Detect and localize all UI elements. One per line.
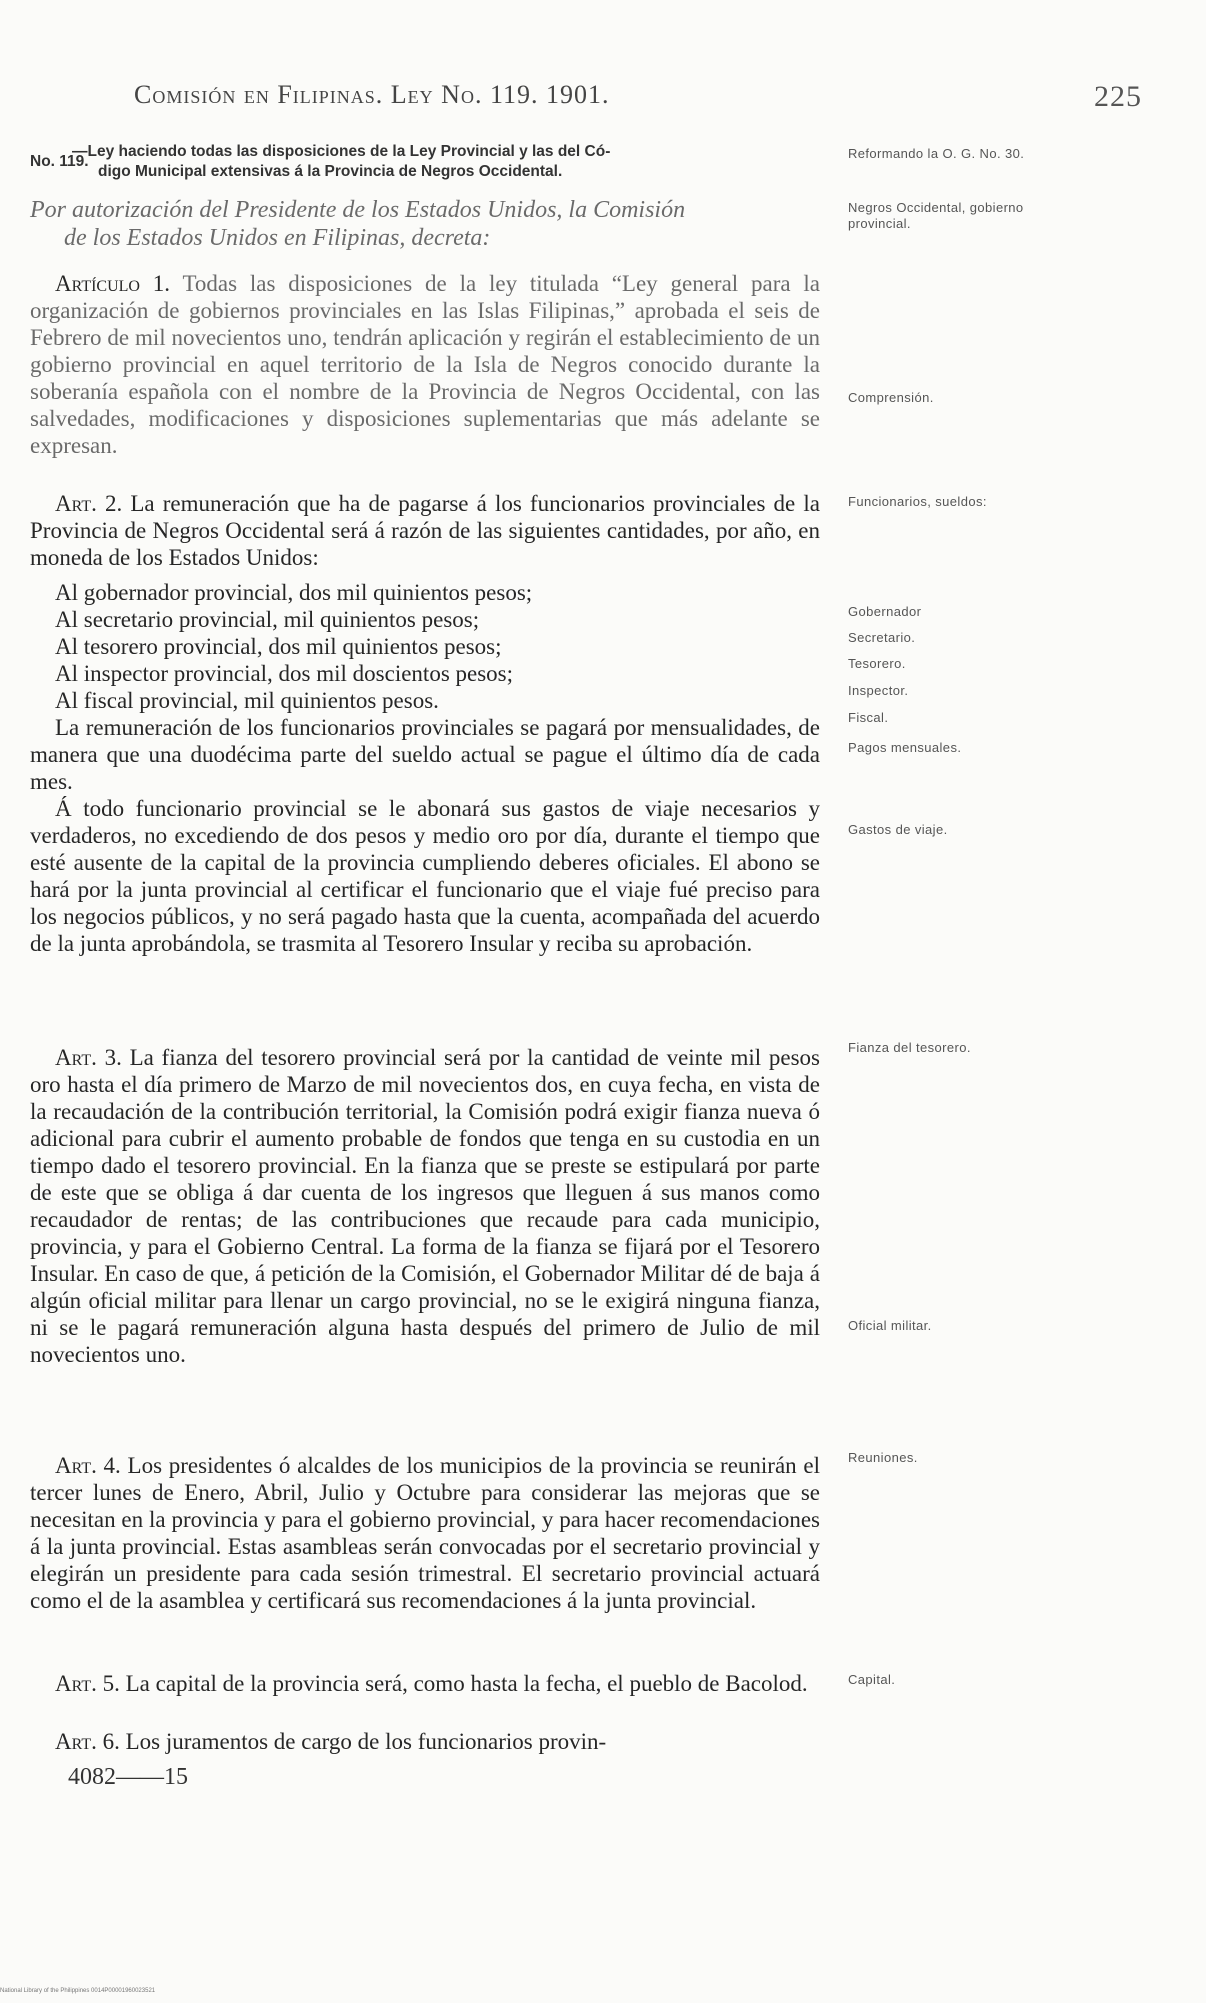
article-6-text: Los juramentos de cargo de los funcionarios provin- — [125, 1729, 607, 1754]
margin-note-secretario: Secretario. — [848, 630, 916, 645]
margin-note-gastos: Gastos de viaje. — [848, 822, 948, 837]
margin-note-amending: Reformando la O. G. No. 30. — [848, 146, 1025, 161]
margin-note-reuniones: Reuniones. — [848, 1450, 918, 1465]
margin-note-comprension: Comprensión. — [848, 390, 934, 405]
page-number: 225 — [1094, 80, 1142, 113]
article-3 — [30, 1044, 820, 1368]
act-number: No. 119. — [30, 153, 89, 170]
salary-governor: Al gobernador provincial, dos mil quinientos pesos; — [55, 580, 533, 605]
article-6-label: Art. 6. — [55, 1729, 120, 1754]
running-title: Comisión en Filipinas. Ley No. 119. 1901. — [134, 80, 610, 109]
article-2-label: Art. 2. — [55, 491, 123, 516]
act-heading — [30, 142, 830, 182]
article-1-label: Artículo 1. — [55, 271, 171, 296]
act-title-line1: —Ley haciendo todas las disposiciones de la Ley Provincial y las del Có- — [72, 143, 611, 160]
salary-secretary: Al secretario provincial, mil quinientos pesos; — [55, 607, 480, 632]
margin-note-fianza: Fianza del tesorero. — [848, 1040, 971, 1055]
margin-note-gobernador: Gobernador — [848, 604, 922, 619]
article-6 — [30, 1728, 820, 1755]
margin-note-negros: Negros Occidental, gobierno provincial. — [848, 200, 1024, 231]
margin-note-fiscal: Fiscal. — [848, 710, 889, 725]
article-3-label: Art. 3. — [55, 1045, 122, 1070]
margin-note-oficial: Oficial militar. — [848, 1318, 932, 1333]
signature-mark: 4082——15 — [68, 1764, 188, 1790]
travel-expenses: Á todo funcionario provincial se le abonará sus gastos de viaje necesarios y verdaderos, no excediendo de dos pesos y medio oro por día, durante el tiempo que esté ausente de la capital de la provincia cumpliendo deberes oficiales. El abono se hará por la junta provincial al certificar el funcionario que el viaje fué preciso para los negocios públicos, y no será pagado hasta que la cuenta, acompañada del acuerdo de la junta aprobándola, se trasmita al Tesorero Insular y reciba su aprobación. — [30, 796, 820, 956]
margin-note-inspector: Inspector. — [848, 683, 909, 698]
margin-note-pagos: Pagos mensuales. — [848, 740, 962, 755]
article-1-text: Todas las disposiciones de la ley titulada “Ley general para la organización de gobiernos provinciales en las Islas Filipinas,” aprobada el seis de Febrero de mil novecientos uno, tendrán aplicación y regirán el establecimiento de un gobierno provincial en aquel territorio de la Isla de Negros conocido durante la soberanía española con el nombre de la Provincia de Negros Occidental, con las salvedades, modificaciones y disposiciones suplementarias que más adelante se expresan. — [30, 271, 821, 458]
salary-treasurer: Al tesorero provincial, dos mil quinientos pesos; — [55, 634, 502, 659]
salary-inspector: Al inspector provincial, dos mil doscientos pesos; — [55, 661, 514, 686]
act-title-line2: digo Municipal extensivas á la Provincia de Negros Occidental. — [98, 163, 563, 180]
margin-note-capital: Capital. — [848, 1672, 896, 1687]
article-4-text: Los presidentes ó alcaldes de los municipios de la provincia se reunirán el tercer lunes de Enero, Abril, Julio y Octubre para considerar las mejoras que se necesitan en la provincia y para el gobierno provincial, y para hacer recomendaciones á la junta provincial. Estas asambleas serán convocadas por el secretario provincial y elegirán un presidente para cada sesión trimestral. El secretario provincial actuará como el de la asamblea y certificará sus recomendaciones á la junta provincial. — [30, 1453, 820, 1613]
article-4-label: Art. 4. — [55, 1453, 121, 1478]
article-5-text: La capital de la provincia será, como hasta la fecha, el pueblo de Bacolod. — [125, 1671, 808, 1696]
article-5-label: Art. 5. — [55, 1671, 120, 1696]
margin-note-funcionarios: Funcionarios, sueldos: — [848, 494, 987, 509]
monthly-pay: La remuneración de los funcionarios provinciales se pagará por mensualidades, de manera que una duodécima parte del sueldo actual se pague el último día de cada mes. — [30, 715, 820, 794]
margin-note-tesorero: Tesorero. — [848, 656, 906, 671]
article-1 — [30, 270, 820, 459]
article-3-text: La fianza del tesorero provincial será por la cantidad de veinte mil pesos oro hasta el día primero de Marzo de mil novecientos dos, en cuya fecha, en vista de la recaudación de la contribución territorial, la Comisión podrá exigir fianza nueva ó adicional para cubrir el aumento probable de fondos que tenga en su custodia en un tiempo dado el tesorero provincial. En la fianza que se preste se estipulará por parte de este que se obliga á dar cuenta de los ingresos que lleguen á sus manos como recaudador de rentas; de las contribuciones que recaude para cada municipio, provincia, y para el Gobierno Central. La forma de la fianza se fijará por el Tesorero Insular. En caso de que, á petición de la Comisión, el Gobernador Militar dé de baja á algún oficial militar para llenar un cargo provincial, no se le exigirá ninguna fianza, ni se le pagará remuneración alguna hasta después del primero de Julio de mil novecientos uno. — [30, 1045, 820, 1367]
article-2-text: La remuneración que ha de pagarse á los funcionarios provinciales de la Provincia de Negros Occidental será á razón de las siguientes cantidades, por año, en moneda de los Estados Unidos: — [30, 491, 820, 570]
article-2 — [30, 490, 820, 957]
enacting-line2: de los Estados Unidos en Filipinas, decreta: — [64, 225, 491, 251]
enacting-clause — [30, 196, 820, 252]
salary-fiscal: Al fiscal provincial, mil quinientos pesos. — [55, 688, 439, 713]
scan-credit: National Library of the Philippines 0014P00001960023521 — [0, 1988, 156, 1994]
enacting-line1: Por autorización del Presidente de los Estados Unidos, la Comisión — [30, 197, 686, 223]
article-5 — [30, 1670, 820, 1697]
article-4 — [30, 1452, 820, 1614]
